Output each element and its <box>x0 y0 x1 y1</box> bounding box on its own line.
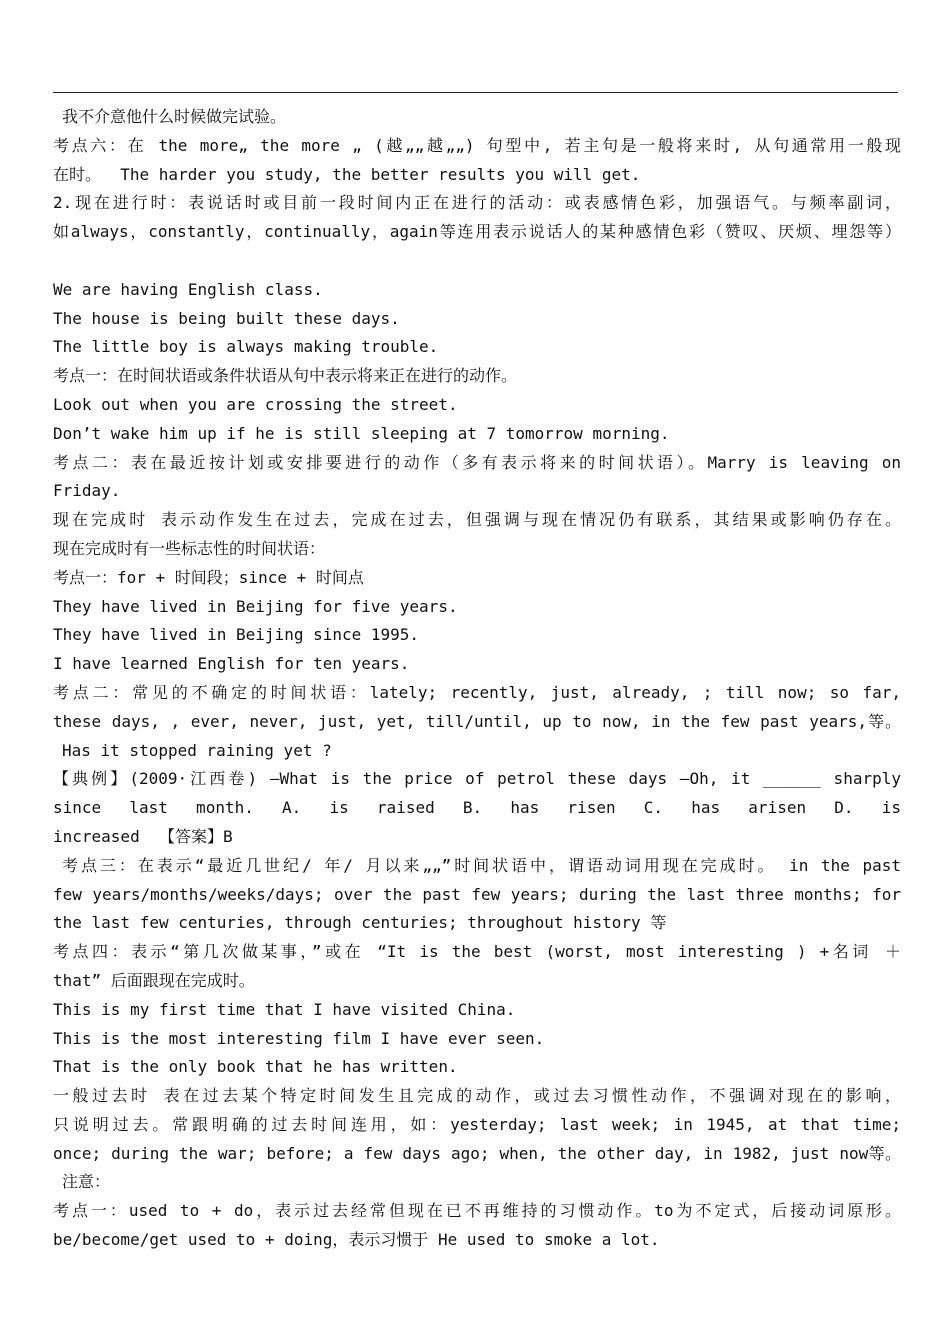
text-line: once; during the war; before; a few days ago; when, the other day, in 1982, just now等。 <box>53 1143 901 1163</box>
text-line: I have learned English for ten years. <box>53 654 410 674</box>
text-line: increased 【答案】B <box>53 826 233 846</box>
text-line: Friday. <box>53 481 121 501</box>
text-line: few years/months/weeks/days; over the past few years; during the last three months; for <box>53 884 901 904</box>
text-line: They have lived in Beijing since 1995. <box>53 625 420 645</box>
text-line: 只说明过去。常跟明确的过去时间连用，如：yesterday; last week; in 1945, at that time; <box>53 1114 901 1134</box>
text-line: be/become/get used to + doing，表示习惯于 He used to smoke a lot. <box>53 1230 660 1250</box>
text-line: 在时。 The harder you study, the better results you will get. <box>53 164 641 184</box>
text-line: 如always，constantly，continually，again等连用表示说话人的某种感情色彩（赞叹、厌烦、埋怨等） <box>53 222 901 242</box>
text-line: 考点四：表示“第几次做某事，”或在 “It is the best (worst, most interesting ) +名词 ＋ <box>53 942 901 962</box>
text-line: 2.现在进行时：表说话时或目前一段时间内正在进行的活动：或表感情色彩，加强语气。与频率副词， <box>53 193 901 213</box>
text-line: these days, , ever, never, just, yet, till/until, up to now, in the few past years,等。 <box>53 711 901 731</box>
document-body <box>53 103 901 1255</box>
text-line: 考点一：for + 时间段；since + 时间点 <box>53 567 364 587</box>
text-line: 现在完成时 表示动作发生在过去，完成在过去，但强调与现在情况仍有联系，其结果或影响仍存在。 <box>53 510 901 530</box>
text-line: 考点二：常见的不确定的时间状语：lately; recently, just, already, ; till now; so far, <box>53 682 901 702</box>
text-line: 我不介意他什么时候做完试验。 <box>62 107 287 126</box>
text-line: 考点一：used to + do，表示过去经常但现在已不再维持的习惯动作。to为不定式，后接动词原形。 <box>53 1201 901 1221</box>
text-line: Don’t wake him up if he is still sleeping at 7 tomorrow morning. <box>53 423 670 443</box>
text-line: The little boy is always making trouble. <box>53 337 439 357</box>
text-line: This is my first time that I have visited China. <box>53 999 516 1019</box>
text-line: That is the only book that he has written. <box>53 1057 458 1077</box>
text-line: 注意： <box>62 1172 111 1192</box>
text-line: the last few centuries, through centuries; throughout history 等 <box>53 913 667 933</box>
text-line: 考点一：在时间状语或条件状语从句中表示将来正在进行的动作。 <box>53 366 518 386</box>
text-line: The house is being built these days. <box>53 308 400 328</box>
text-line: We are having English class. <box>53 279 323 299</box>
text-line: 现在完成时有一些标志性的时间状语： <box>53 538 326 558</box>
blank-line <box>53 247 901 276</box>
header-rule <box>53 92 898 93</box>
text-line: that” 后面跟现在完成时。 <box>53 970 255 990</box>
text-line: Look out when you are crossing the street. <box>53 394 458 414</box>
text-line: 考点三：在表示“最近几世纪/ 年/ 月以来„„”时间状语中，谓语动词用现在完成时。 in the past <box>62 855 901 875</box>
text-line: Has it stopped raining yet ? <box>62 740 332 760</box>
text-line: 考点二：表在最近按计划或安排要进行的动作（多有表示将来的时间状语）。Marry is leaving on <box>53 452 901 472</box>
text-line: 一般过去时 表在过去某个特定时间发生且完成的动作，或过去习惯性动作，不强调对现在的影响， <box>53 1086 901 1106</box>
text-line: since last month. A. is raised B. has risen C. has arisen D. is <box>53 798 901 818</box>
text-line: They have lived in Beijing for five years. <box>53 596 458 616</box>
text-line: 【典例】(2009·江西卷) —What is the price of petrol these days —Oh, it ______ sharply <box>53 769 901 789</box>
text-line: This is the most interesting film I have ever seen. <box>53 1028 545 1048</box>
text-line: 考点六：在 the more„ the more „ (越„„越„„) 句型中, 若主句是一般将来时, 从句通常用一般现 <box>53 135 901 155</box>
